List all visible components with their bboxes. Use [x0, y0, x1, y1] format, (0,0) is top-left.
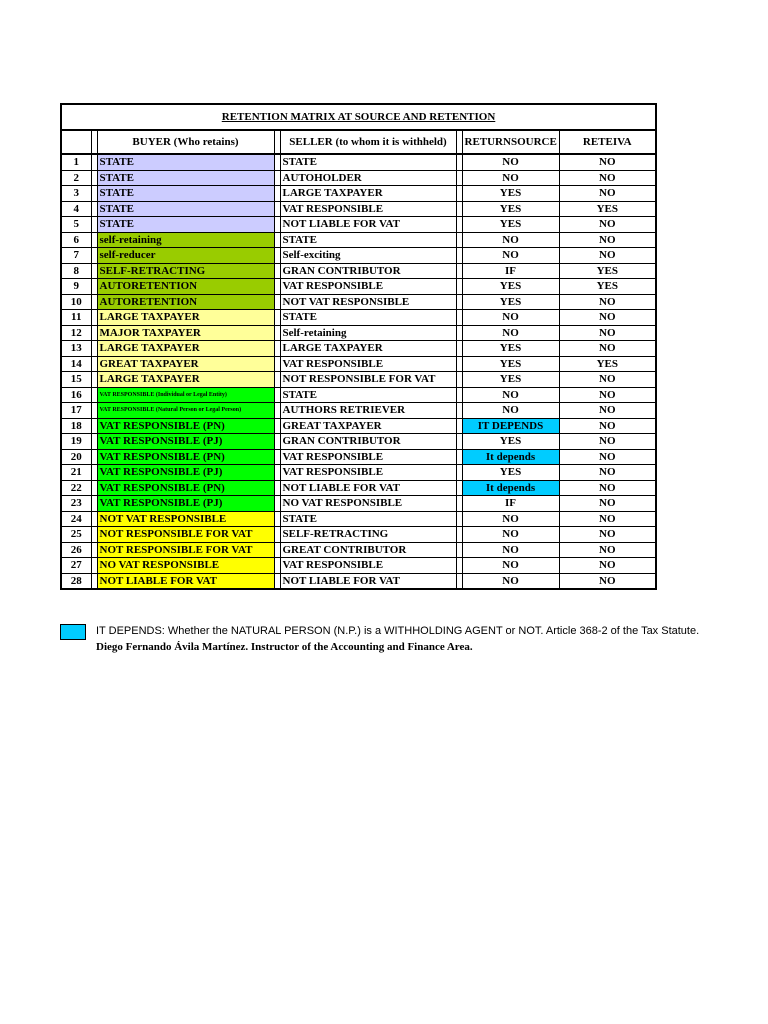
row-number: 16	[61, 387, 91, 403]
row-number: 17	[61, 403, 91, 419]
row-number: 23	[61, 496, 91, 512]
reteiva-cell: YES	[559, 201, 656, 217]
buyer-cell: LARGE TAXPAYER	[97, 310, 274, 326]
table-row	[61, 465, 656, 481]
table-row	[61, 217, 656, 233]
table-row	[61, 263, 656, 279]
buyer-cell: self-retaining	[97, 232, 274, 248]
reteiva-cell: NO	[559, 542, 656, 558]
row-number: 10	[61, 294, 91, 310]
table-row	[61, 372, 656, 388]
row-number: 14	[61, 356, 91, 372]
retsource-cell: IF	[462, 263, 559, 279]
retsource-cell: YES	[462, 217, 559, 233]
retsource-cell: NO	[462, 170, 559, 186]
seller-cell: VAT RESPONSIBLE	[280, 279, 456, 295]
legend-color-swatch	[60, 624, 86, 640]
seller-cell: STATE	[280, 154, 456, 170]
buyer-cell: NOT VAT RESPONSIBLE	[97, 511, 274, 527]
reteiva-cell: NO	[599, 574, 616, 587]
buyer-cell: LARGE TAXPAYER	[97, 372, 274, 388]
seller-cell: STATE	[280, 387, 456, 403]
retsource-cell: NO	[462, 325, 559, 341]
buyer-cell: VAT RESPONSIBLE (PJ)	[97, 496, 274, 512]
reteiva-cell: NO	[559, 449, 656, 465]
retsource-cell: NO	[462, 387, 559, 403]
table-row	[61, 558, 656, 574]
retsource-cell: NO	[462, 542, 559, 558]
reteiva-cell: NO	[559, 248, 656, 264]
seller-cell: GRAN CONTRIBUTOR	[280, 263, 456, 279]
reteiva-cell: NO	[559, 232, 656, 248]
seller-cell: STATE	[280, 511, 456, 527]
table-row	[61, 449, 656, 465]
table-row	[61, 248, 656, 264]
table-row	[61, 573, 656, 589]
retsource-cell: NO	[462, 573, 559, 589]
row-number: 26	[61, 542, 91, 558]
header-number	[61, 130, 91, 154]
reteiva-cell: NO	[559, 325, 656, 341]
buyer-cell: AUTORETENTION	[97, 294, 274, 310]
table-row	[61, 325, 656, 341]
row-number: 25	[61, 527, 91, 543]
seller-cell: AUTHORS RETRIEVER	[280, 403, 456, 419]
retsource-cell: YES	[462, 372, 559, 388]
seller-cell: NOT RESPONSIBLE FOR VAT	[280, 372, 456, 388]
table-row	[61, 480, 656, 496]
seller-cell: VAT RESPONSIBLE	[280, 558, 456, 574]
table-row	[61, 294, 656, 310]
reteiva-cell: NO	[559, 403, 656, 419]
reteiva-cell: YES	[559, 356, 656, 372]
seller-cell: VAT RESPONSIBLE	[280, 356, 456, 372]
title-row	[61, 104, 656, 130]
table-row	[61, 418, 656, 434]
table-row	[61, 527, 656, 543]
seller-cell: NO VAT RESPONSIBLE	[280, 496, 456, 512]
retsource-cell: It depends	[462, 480, 559, 496]
row-number: 22	[61, 480, 91, 496]
table-row	[61, 279, 656, 295]
matrix-body	[61, 154, 656, 589]
retsource-cell: NO	[462, 403, 559, 419]
seller-cell: LARGE TAXPAYER	[280, 186, 456, 202]
table-row	[61, 154, 656, 170]
seller-cell: VAT RESPONSIBLE	[280, 449, 456, 465]
table-row	[61, 201, 656, 217]
buyer-cell: VAT RESPONSIBLE (PJ)	[97, 434, 274, 450]
row-number: 7	[61, 248, 91, 264]
buyer-cell: STATE	[97, 201, 274, 217]
row-number: 24	[61, 511, 91, 527]
row-number: 20	[61, 449, 91, 465]
seller-cell: AUTOHOLDER	[280, 170, 456, 186]
table-row	[61, 232, 656, 248]
retsource-cell: YES	[462, 186, 559, 202]
buyer-cell: NOT RESPONSIBLE FOR VAT	[97, 542, 274, 558]
header-seller: SELLER (to whom it is withheld)	[280, 130, 456, 154]
buyer-cell: STATE	[97, 170, 274, 186]
seller-cell: NOT LIABLE FOR VAT	[280, 573, 456, 589]
retsource-cell: It depends	[462, 449, 559, 465]
retsource-cell: IT DEPENDS	[462, 418, 559, 434]
table-title: RETENTION MATRIX AT SOURCE AND RETENTION	[61, 104, 656, 130]
seller-cell: GREAT CONTRIBUTOR	[280, 542, 456, 558]
reteiva-cell: NO	[559, 434, 656, 450]
buyer-cell: VAT RESPONSIBLE (PN)	[97, 480, 274, 496]
retsource-cell: YES	[462, 294, 559, 310]
retsource-cell: NO	[462, 511, 559, 527]
row-number: 18	[61, 418, 91, 434]
reteiva-cell: NO	[559, 465, 656, 481]
retsource-cell: YES	[462, 356, 559, 372]
row-number: 28	[61, 573, 91, 589]
buyer-cell: MAJOR TAXPAYER	[97, 325, 274, 341]
reteiva-cell: NO	[559, 154, 656, 170]
row-number: 4	[61, 201, 91, 217]
retsource-cell: NO	[462, 232, 559, 248]
buyer-cell: GREAT TAXPAYER	[97, 356, 274, 372]
buyer-cell: AUTORETENTION	[97, 279, 274, 295]
seller-cell: NOT LIABLE FOR VAT	[280, 217, 456, 233]
buyer-cell: VAT RESPONSIBLE (Natural Person or Legal Person)	[97, 403, 274, 419]
table-row	[61, 542, 656, 558]
buyer-cell: NO VAT RESPONSIBLE	[97, 558, 274, 574]
reteiva-cell: NO	[559, 558, 656, 574]
table-row	[61, 387, 656, 403]
buyer-cell: STATE	[97, 154, 274, 170]
reteiva-cell: NO	[559, 480, 656, 496]
row-number: 3	[61, 186, 91, 202]
buyer-cell: VAT RESPONSIBLE (PJ)	[97, 465, 274, 481]
legend-note: IT DEPENDS: Whether the NATURAL PERSON (N.P.) is a WITHHOLDING AGENT or NOT. Article 368-2 of the Tax Statute.	[96, 625, 700, 637]
reteiva-cell: YES	[559, 279, 656, 295]
seller-cell: VAT RESPONSIBLE	[280, 465, 456, 481]
retsource-cell: IF	[462, 496, 559, 512]
reteiva-cell: NO	[559, 418, 656, 434]
row-number: 5	[61, 217, 91, 233]
seller-cell: STATE	[280, 232, 456, 248]
buyer-cell: VAT RESPONSIBLE (PN)	[97, 449, 274, 465]
retsource-cell: NO	[462, 310, 559, 326]
row-number: 21	[61, 465, 91, 481]
reteiva-cell: NO	[559, 511, 656, 527]
row-number: 9	[61, 279, 91, 295]
row-number: 12	[61, 325, 91, 341]
row-number: 11	[61, 310, 91, 326]
table-row	[61, 434, 656, 450]
reteiva-cell: NO	[559, 341, 656, 357]
retsource-cell: YES	[462, 434, 559, 450]
row-number: 15	[61, 372, 91, 388]
reteiva-cell: NO	[559, 186, 656, 202]
table-row	[61, 170, 656, 186]
reteiva-cell: NO	[559, 170, 656, 186]
seller-cell: SELF-RETRACTING	[280, 527, 456, 543]
table-row	[61, 310, 656, 326]
row-number: 2	[61, 170, 91, 186]
table-row	[61, 496, 656, 512]
buyer-cell: VAT RESPONSIBLE (PN)	[97, 418, 274, 434]
reteiva-cell: NO	[559, 310, 656, 326]
seller-cell: STATE	[280, 310, 456, 326]
reteiva-cell: YES	[559, 263, 656, 279]
reteiva-cell: NO	[559, 294, 656, 310]
row-number: 1	[61, 154, 91, 170]
retsource-cell: YES	[462, 201, 559, 217]
retsource-cell: NO	[462, 527, 559, 543]
reteiva-cell: NO	[559, 372, 656, 388]
header-retsource: RETURNSOURCE	[462, 130, 559, 154]
seller-cell: LARGE TAXPAYER	[280, 341, 456, 357]
buyer-cell: NOT RESPONSIBLE FOR VAT	[97, 527, 274, 543]
retention-matrix-table	[60, 103, 657, 590]
seller-cell: NOT VAT RESPONSIBLE	[280, 294, 456, 310]
buyer-cell: VAT RESPONSIBLE (Individual or Legal Entity)	[97, 387, 274, 403]
buyer-cell: STATE	[97, 186, 274, 202]
buyer-cell: LARGE TAXPAYER	[97, 341, 274, 357]
table-row	[61, 403, 656, 419]
table-row	[61, 511, 656, 527]
seller-cell: GREAT TAXPAYER	[280, 418, 456, 434]
header-row	[61, 130, 656, 154]
reteiva-cell: NO	[559, 217, 656, 233]
retsource-cell: YES	[462, 465, 559, 481]
seller-cell: Self-exciting	[280, 248, 456, 264]
buyer-cell: STATE	[97, 217, 274, 233]
row-number: 6	[61, 232, 91, 248]
reteiva-cell: NO	[559, 387, 656, 403]
table-row	[61, 186, 656, 202]
table-row	[61, 341, 656, 357]
buyer-cell: SELF-RETRACTING	[97, 263, 274, 279]
seller-cell: VAT RESPONSIBLE	[280, 201, 456, 217]
buyer-cell: NOT LIABLE FOR VAT	[97, 573, 274, 589]
seller-cell: GRAN CONTRIBUTOR	[280, 434, 456, 450]
seller-cell: Self-retaining	[280, 325, 456, 341]
buyer-cell: self-reducer	[97, 248, 274, 264]
header-reteiva: RETEIVA	[559, 130, 656, 154]
row-number: 8	[61, 263, 91, 279]
retsource-cell: NO	[462, 248, 559, 264]
row-number: 19	[61, 434, 91, 450]
seller-cell: NOT LIABLE FOR VAT	[280, 480, 456, 496]
row-number: 13	[61, 341, 91, 357]
author-note: Diego Fernando Ávila Martínez. Instructor of the Accounting and Finance Area.	[96, 641, 473, 653]
retsource-cell: NO	[462, 154, 559, 170]
retsource-cell: YES	[462, 279, 559, 295]
reteiva-cell: NO	[559, 527, 656, 543]
reteiva-cell: NO	[559, 496, 656, 512]
row-number: 27	[61, 558, 91, 574]
retsource-cell: YES	[462, 341, 559, 357]
retsource-cell: NO	[462, 558, 559, 574]
header-buyer: BUYER (Who retains)	[97, 130, 274, 154]
table-row	[61, 356, 656, 372]
